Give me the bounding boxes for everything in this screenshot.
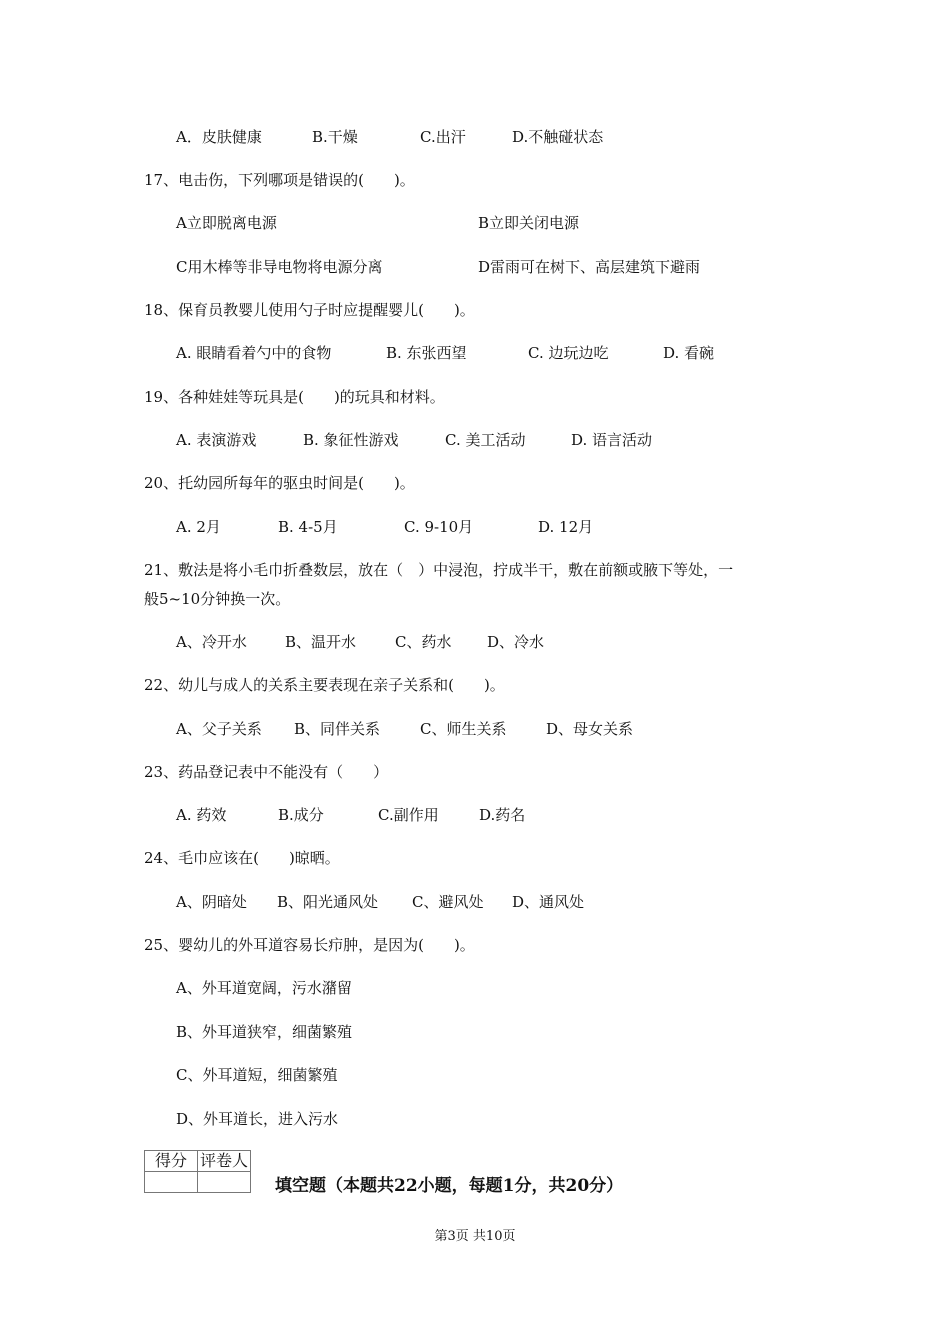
q16-option-d: D.不触碰状态 bbox=[512, 128, 604, 146]
score-table bbox=[144, 1150, 251, 1193]
q16-option-c: C.出汗 bbox=[420, 128, 466, 146]
q19-option-b: B. 象征性游戏 bbox=[303, 431, 399, 449]
q19-option-c: C. 美工活动 bbox=[445, 431, 526, 449]
q23-option-c: C.副作用 bbox=[378, 806, 439, 824]
page-footer: 第3页 共10页 bbox=[434, 1229, 516, 1244]
q21-option-a: A、冷开水 bbox=[176, 633, 247, 651]
q24-option-d: D、通风处 bbox=[512, 893, 585, 911]
q21-option-c: C、药水 bbox=[395, 633, 452, 651]
q18-option-d: D. 看碗 bbox=[663, 344, 715, 362]
q24-option-b: B、阳光通风处 bbox=[277, 893, 379, 911]
q17-option-a: A立即脱离电源 bbox=[176, 214, 277, 232]
q18-option-c: C. 边玩边吃 bbox=[528, 344, 609, 362]
q20-stem: 20、托幼园所每年的驱虫时间是( )。 bbox=[144, 474, 415, 492]
q16-option-b: B.干燥 bbox=[312, 128, 358, 146]
section-title: 填空题（本题共22小题，每题1分，共20分） bbox=[275, 1176, 624, 1196]
q25-stem: 25、婴幼儿的外耳道容易长疖肿，是因为( )。 bbox=[144, 936, 475, 954]
q23-option-b: B.成分 bbox=[278, 806, 324, 824]
score-cell bbox=[145, 1172, 198, 1193]
grader-cell bbox=[198, 1172, 251, 1193]
q21-stem-line2: 般5~10分钟换一次。 bbox=[144, 590, 291, 608]
q16-option-a: A．皮肤健康 bbox=[176, 128, 262, 146]
q22-option-a: A、父子关系 bbox=[176, 720, 262, 738]
q22-option-b: B、同伴关系 bbox=[294, 720, 381, 738]
q18-stem: 18、保育员教婴儿使用勺子时应提醒婴儿( )。 bbox=[144, 301, 475, 319]
q19-option-a: A. 表演游戏 bbox=[176, 431, 257, 449]
q25-option-a: A、外耳道宽阔，污水潴留 bbox=[176, 979, 352, 997]
q25-option-d: D、外耳道长，进入污水 bbox=[176, 1110, 339, 1128]
q25-option-b: B、外耳道狭窄，细菌繁殖 bbox=[176, 1023, 353, 1041]
q25-option-c: C、外耳道短，细菌繁殖 bbox=[176, 1066, 338, 1084]
q20-option-c: C. 9-10月 bbox=[404, 518, 474, 536]
q17-option-b: B立即关闭电源 bbox=[478, 214, 580, 232]
q23-option-a: A. 药效 bbox=[176, 806, 227, 824]
q24-stem: 24、毛巾应该在( )晾晒。 bbox=[144, 849, 340, 867]
q22-option-d: D、母女关系 bbox=[546, 720, 634, 738]
q20-option-b: B. 4-5月 bbox=[278, 518, 338, 536]
q19-option-d: D. 语言活动 bbox=[571, 431, 653, 449]
q17-stem: 17、电击伤，下列哪项是错误的( )。 bbox=[144, 171, 415, 189]
q22-option-c: C、师生关系 bbox=[420, 720, 507, 738]
q23-option-d: D.药名 bbox=[479, 806, 526, 824]
q17-option-d: D雷雨可在树下、高层建筑下避雨 bbox=[478, 258, 701, 276]
q24-option-c: C、避风处 bbox=[412, 893, 484, 911]
q20-option-d: D. 12月 bbox=[538, 518, 594, 536]
q20-option-a: A. 2月 bbox=[176, 518, 221, 536]
q18-option-a: A. 眼睛看着勺中的食物 bbox=[176, 344, 332, 362]
q17-option-c: C用木棒等非导电物将电源分离 bbox=[176, 258, 383, 276]
q21-option-b: B、温开水 bbox=[285, 633, 357, 651]
q23-stem: 23、药品登记表中不能没有（ ） bbox=[144, 763, 389, 781]
q24-option-a: A、阴暗处 bbox=[176, 893, 247, 911]
q22-stem: 22、幼儿与成人的关系主要表现在亲子关系和( )。 bbox=[144, 676, 505, 694]
q21-stem-line1: 21、敷法是将小毛巾折叠数层，放在（ ）中浸泡，拧成半干，敷在前额或腋下等处，一 bbox=[144, 561, 734, 579]
grader-header: 评卷人 bbox=[198, 1151, 251, 1172]
q21-option-d: D、冷水 bbox=[487, 633, 545, 651]
score-header: 得分 bbox=[145, 1151, 198, 1172]
q19-stem: 19、各种娃娃等玩具是( )的玩具和材料。 bbox=[144, 388, 445, 406]
q18-option-b: B. 东张西望 bbox=[386, 344, 467, 362]
